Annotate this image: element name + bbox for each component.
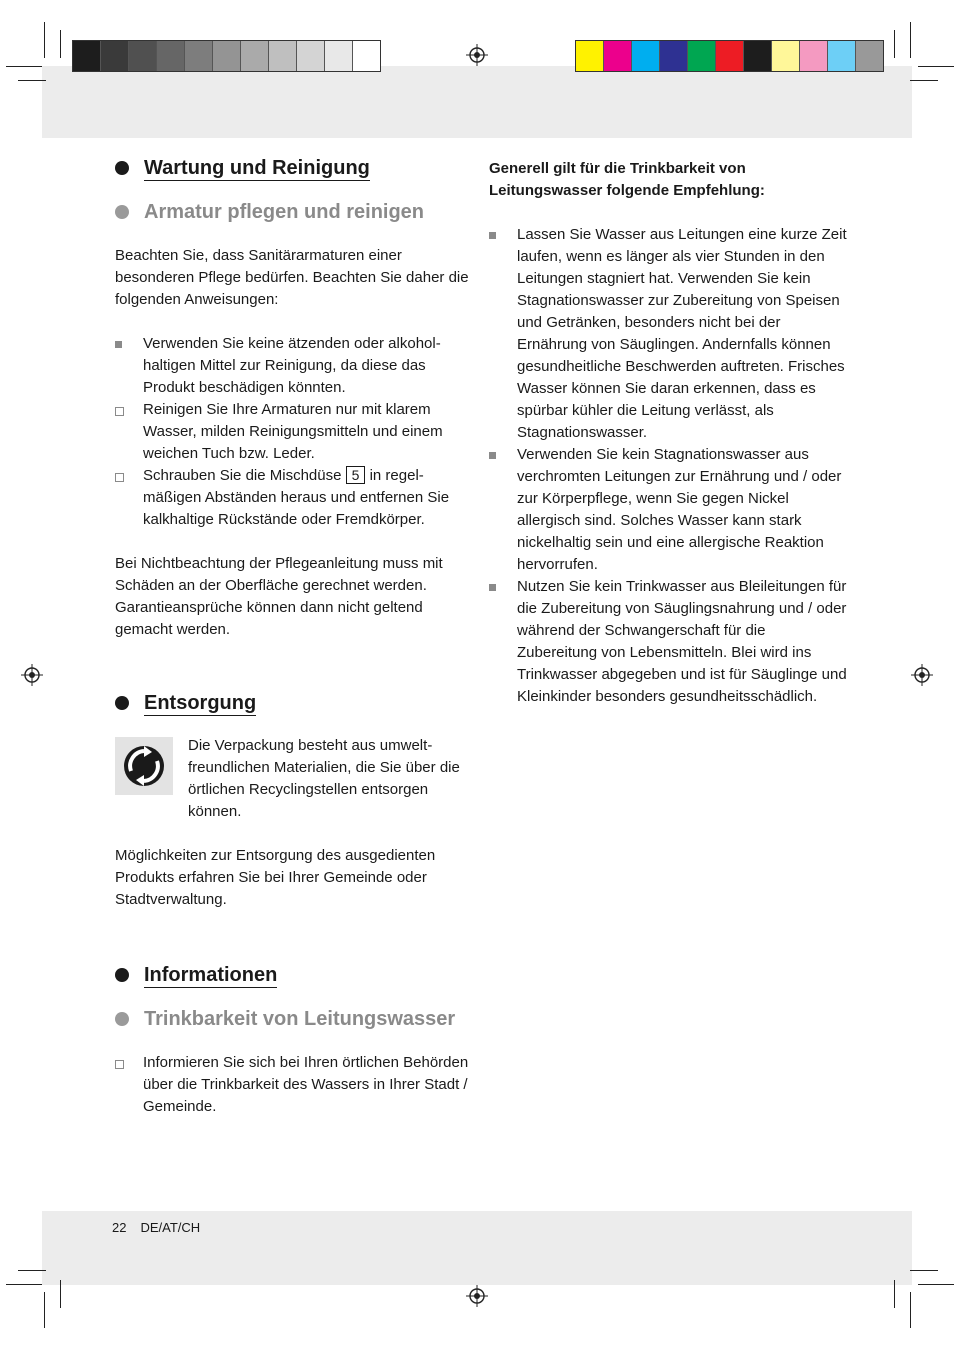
checkbox-bullet-icon [115,407,124,416]
recommendation-heading: Generell gilt für die Trinkbarkeit von Leitungswasser folgende Empfehlung: [489,160,765,199]
bullet-dot-icon [115,696,129,710]
crop-mark [6,66,42,67]
color-swatch [73,41,101,71]
crop-mark [894,30,895,58]
registration-mark-icon [466,1285,488,1307]
crop-mark [910,1292,911,1328]
list-item: Verwenden Sie kein Stagnationswasser aus verchromten Leitungen zur Ernährung und / oder zur Körperpflege, wenn Sie gegen Nickel allergisch sind. Solches Wasser kann stark nickelhaltig sein und eine allergische Reaktion hervorrufen. [489,444,849,576]
heading-wartung: Wartung und Reinigung [115,150,470,186]
bullet-dot-icon [115,968,129,982]
page-footer [112,1220,200,1235]
color-swatch [185,41,213,71]
color-swatch [632,41,660,71]
color-swatch [129,41,157,71]
care-instructions-list [115,333,470,531]
crop-mark [910,22,911,58]
color-swatch [660,41,688,71]
crop-mark [918,66,954,67]
color-swatch [353,41,380,71]
square-bullet-icon [489,452,496,459]
color-swatch [688,41,716,71]
warning-paragraph: Bei Nichtbeachtung der Pflegeanleitung muss mit Schäden an der Oberfläche gerechnet werden. Garantieansprüche können dann nicht geltend gemacht werden. [115,555,443,638]
color-swatch [297,41,325,71]
list-item: Schrauben Sie die Mischdüse 5 in regelmäßigen Abständen heraus und entfernen Sie kalkhaltige Rückstände oder Fremdkörper. [115,465,470,531]
crop-mark [60,1280,61,1308]
crop-mark [894,1280,895,1308]
color-swatch [744,41,772,71]
header-band [42,66,912,138]
crop-mark [918,1284,954,1285]
color-swatch [325,41,353,71]
crop-mark [44,22,45,58]
heading-armatur: Armatur pflegen und reinigen [115,194,470,230]
checkbox-bullet-icon [115,1060,124,1069]
crop-mark [6,1284,42,1285]
list-item: Verwenden Sie keine ätzenden oder alkoholhaltigen Mittel zur Reinigung, da diese das Produkt beschädigen könnten. [115,333,470,399]
color-swatch [604,41,632,71]
color-swatch [800,41,828,71]
recommendation-list [489,224,849,708]
heading-trinkbarkeit: Trinkbarkeit von Leitungswasser [115,1001,470,1037]
list-item: Reinigen Sie Ihre Armaturen nur mit klarem Wasser, milden Reinigungsmitteln und einem weichen Tuch bzw. Leder. [115,399,470,465]
color-swatch [716,41,744,71]
crop-mark [910,80,938,81]
list-item: Lassen Sie Wasser aus Leitungen eine kurze Zeit laufen, wenn es länger als vier Stunden in den Leitungen stagniert hat. Verwenden Sie kein Stagnationswasser zur Zubereitung von Speisen und Getränken, besonders nicht bei der Ernährung von Säuglingen. Andernfalls können gesundheitliche Beschwerden auftreten. Frisches Wasser können Sie daran erkennen, dass es spürbar kühler die Leitung verlässt, als Stagnationswasser. [489,224,849,444]
crop-mark [18,80,46,81]
crop-mark [60,30,61,58]
square-bullet-icon [489,232,496,239]
heading-informationen: Informationen [115,957,470,993]
color-swatch [269,41,297,71]
color-swatch [101,41,129,71]
info-list [115,1052,470,1118]
crop-mark [910,1270,938,1271]
page-number: 22 [112,1220,127,1235]
bullet-dot-icon [115,205,129,219]
packaging-paragraph: Die Verpackung besteht aus umweltfreundlichen Materialien, die Sie über die örtlichen Recyclingstellen entsorgen können. [188,737,460,820]
bullet-dot-icon [115,1012,129,1026]
left-column [115,150,470,1118]
color-swatch [241,41,269,71]
packaging-block [115,735,470,823]
recycle-icon [115,737,173,795]
color-swatch [157,41,185,71]
crop-mark [44,1292,45,1328]
disposal-paragraph: Möglichkeiten zur Entsorgung des ausgedienten Produkts erfahren Sie bei Ihrer Gemeinde oder Stadtverwaltung. [115,847,436,908]
heading-entsorgung: Entsorgung [115,685,470,721]
part-number-box: 5 [346,466,366,484]
process-color-bar [575,40,884,72]
color-swatch [576,41,604,71]
bullet-dot-icon [115,161,129,175]
color-swatch [856,41,883,71]
list-item: Informieren Sie sich bei Ihren örtlichen Behörden über die Trinkbarkeit des Wassers in Ihrer Stadt / Gemeinde. [115,1052,470,1118]
intro-paragraph: Beachten Sie, dass Sanitärarmaturen einer besonderen Pflege bedürfen. Beachten Sie daher die folgenden Anweisungen: [115,247,469,308]
square-bullet-icon [489,584,496,591]
list-item: Nutzen Sie kein Trinkwasser aus Bleileitungen für die Zubereitung von Säuglingsnahrung und / oder während der Schwangerschaft für die Zubereitung von Lebensmitteln. Blei wird ins Trinkwasser abgegeben und ist für Säuglinge und Kleinkinder besonders gesundheitsschädlich. [489,576,849,708]
registration-mark-icon [911,664,933,686]
right-column [489,150,849,708]
registration-mark-icon [466,44,488,66]
color-swatch [213,41,241,71]
square-bullet-icon [115,341,122,348]
language-codes: DE/AT/CH [140,1220,201,1235]
color-swatch [772,41,800,71]
crop-mark [18,1270,46,1271]
checkbox-bullet-icon [115,473,124,482]
grayscale-color-bar [72,40,381,72]
color-swatch [828,41,856,71]
registration-mark-icon [21,664,43,686]
